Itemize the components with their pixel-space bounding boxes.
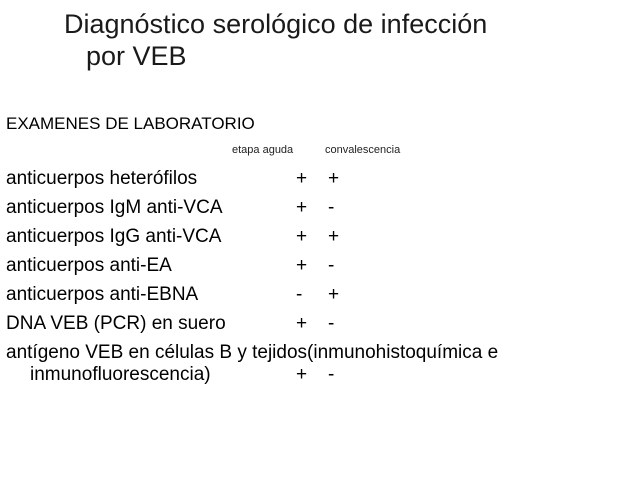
row-label-line-2-container: [6, 364, 626, 386]
table-row: [6, 225, 626, 249]
table-row: [6, 254, 626, 278]
title-line-2: por VEB: [86, 41, 187, 71]
section-label: EXAMENES DE LABORATORIO: [6, 114, 255, 133]
acute-value: -: [296, 284, 303, 305]
acute-value: +: [296, 364, 308, 385]
slide-title: [64, 8, 584, 72]
row-label-line-2: inmunofluorescencia): [30, 364, 211, 385]
convalescent-value: -: [328, 313, 335, 334]
table-row: [6, 167, 626, 191]
acute-value: +: [296, 197, 308, 218]
title-line-1: Diagnóstico serológico de infección: [64, 9, 488, 39]
row-label: anticuerpos heterófilos: [6, 168, 198, 189]
row-label: DNA VEB (PCR) en suero: [6, 313, 226, 334]
row-label-line-1: antígeno VEB en células B y tejidos(inmunohistoquímica e: [6, 342, 499, 363]
convalescent-value: -: [328, 255, 335, 276]
column-header-convalescent: convalescencia: [325, 144, 401, 156]
row-label: anticuerpos anti-EBNA: [6, 284, 199, 305]
convalescent-value: -: [328, 197, 335, 218]
row-label: anticuerpos anti-EA: [6, 255, 172, 276]
convalescent-value: +: [328, 168, 340, 189]
acute-value: +: [296, 255, 308, 276]
table-row-wrapped: [6, 342, 626, 386]
convalescent-value: -: [328, 364, 335, 385]
acute-value: +: [296, 313, 308, 334]
acute-value: +: [296, 168, 308, 189]
table-row: [6, 283, 626, 307]
row-label: anticuerpos IgG anti-VCA: [6, 226, 222, 247]
row-label: anticuerpos IgM anti-VCA: [6, 197, 223, 218]
convalescent-value: +: [328, 226, 340, 247]
table-row: [6, 312, 626, 336]
acute-value: +: [296, 226, 308, 247]
column-header-acute: etapa aguda: [232, 144, 294, 156]
table-row: [6, 196, 626, 220]
convalescent-value: +: [328, 284, 340, 305]
